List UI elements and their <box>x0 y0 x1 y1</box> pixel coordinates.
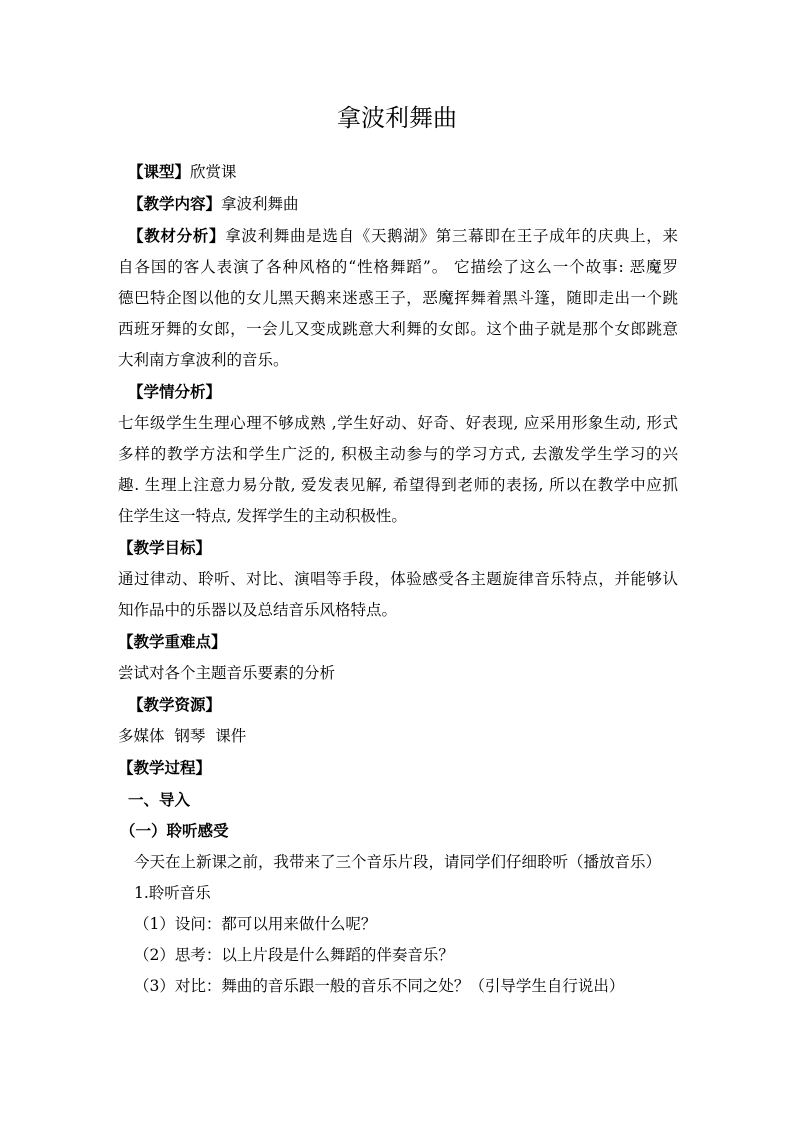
material-line-5: 大利南方拿波利的音乐。 <box>118 351 289 369</box>
student-line-4: 住学生这一特点, 发挥学生的主动积极性。 <box>118 507 407 525</box>
material-line-1 <box>128 225 678 247</box>
question-3: （3）对比：舞曲的音乐跟一般的音乐不同之处？（引导学生自行说出） <box>134 977 625 995</box>
subsection-listen-heading: （一）聆听感受 <box>120 821 229 840</box>
goal-line-1: 通过律动、聆听、对比、演唱等手段，体验感受各主题旋律音乐特点，并能够认 <box>118 570 678 588</box>
course-type-line <box>128 161 688 183</box>
student-line-1: 七年级学生生理心理不够成熟 ,学生好动、好奇、好表现, 应采用形象生动, 形式 <box>118 414 678 432</box>
step-listen-music: 1.聆听音乐 <box>134 884 211 902</box>
question-2: （2）思考：以上片段是什么舞蹈的伴奏音乐？ <box>134 946 454 964</box>
goal-line-2: 知作品中的乐器以及总结音乐风格特点。 <box>118 601 398 619</box>
question-1: （1）设问：都可以用来做什么呢？ <box>134 915 377 933</box>
goal-label: 【教学目标】 <box>118 538 212 557</box>
content-value: 拿波利舞曲 <box>221 195 299 213</box>
resource-value: 多媒体 钢琴 课件 <box>118 727 247 745</box>
student-line-2: 多样的教学方法和学生广泛的, 积极主动参与的学习方式, 去激发学生学习的兴 <box>118 445 678 463</box>
keypoint-value: 尝试对各个主题音乐要素的分析 <box>118 664 336 682</box>
material-label: 【教材分析】 <box>128 226 226 245</box>
keypoint-label: 【教学重难点】 <box>118 632 227 651</box>
student-label: 【学情分析】 <box>128 382 222 401</box>
material-line-3: 德巴特企图以他的女儿黑天鹅来迷惑王子，恶魔挥舞着黑斗篷，随即走出一个跳 <box>118 289 678 307</box>
course-type-value: 欣赏课 <box>190 163 237 181</box>
material-line-4: 西班牙舞的女郎，一会儿又变成跳意大利舞的女郎。这个曲子就是那个女郎跳意 <box>118 320 678 338</box>
section-intro-heading: 一、导入 <box>128 790 191 809</box>
process-label: 【教学过程】 <box>118 758 212 777</box>
page-title: 拿波利舞曲 <box>337 104 457 132</box>
resource-label: 【教学资源】 <box>128 695 222 714</box>
course-type-label: 【课型】 <box>128 162 191 181</box>
material-line-2: 自各国的客人表演了各种风格的“性格舞蹈”。 它描绘了这么一个故事: 恶魔罗 <box>118 258 678 276</box>
content-label: 【教学内容】 <box>128 194 222 213</box>
content-line <box>128 193 688 215</box>
intro-paragraph: 今天在上新课之前，我带来了三个音乐片段，请同学们仔细聆听（播放音乐） <box>134 853 662 871</box>
student-line-3: 趣. 生理上注意力易分散, 爱发表见解, 希望得到老师的表扬, 所以在教学中应抓 <box>118 476 678 494</box>
material-text-1: 拿波利舞曲是选自《天鹅湖》第三幕即在王子成年的庆典上，来 <box>225 227 678 245</box>
